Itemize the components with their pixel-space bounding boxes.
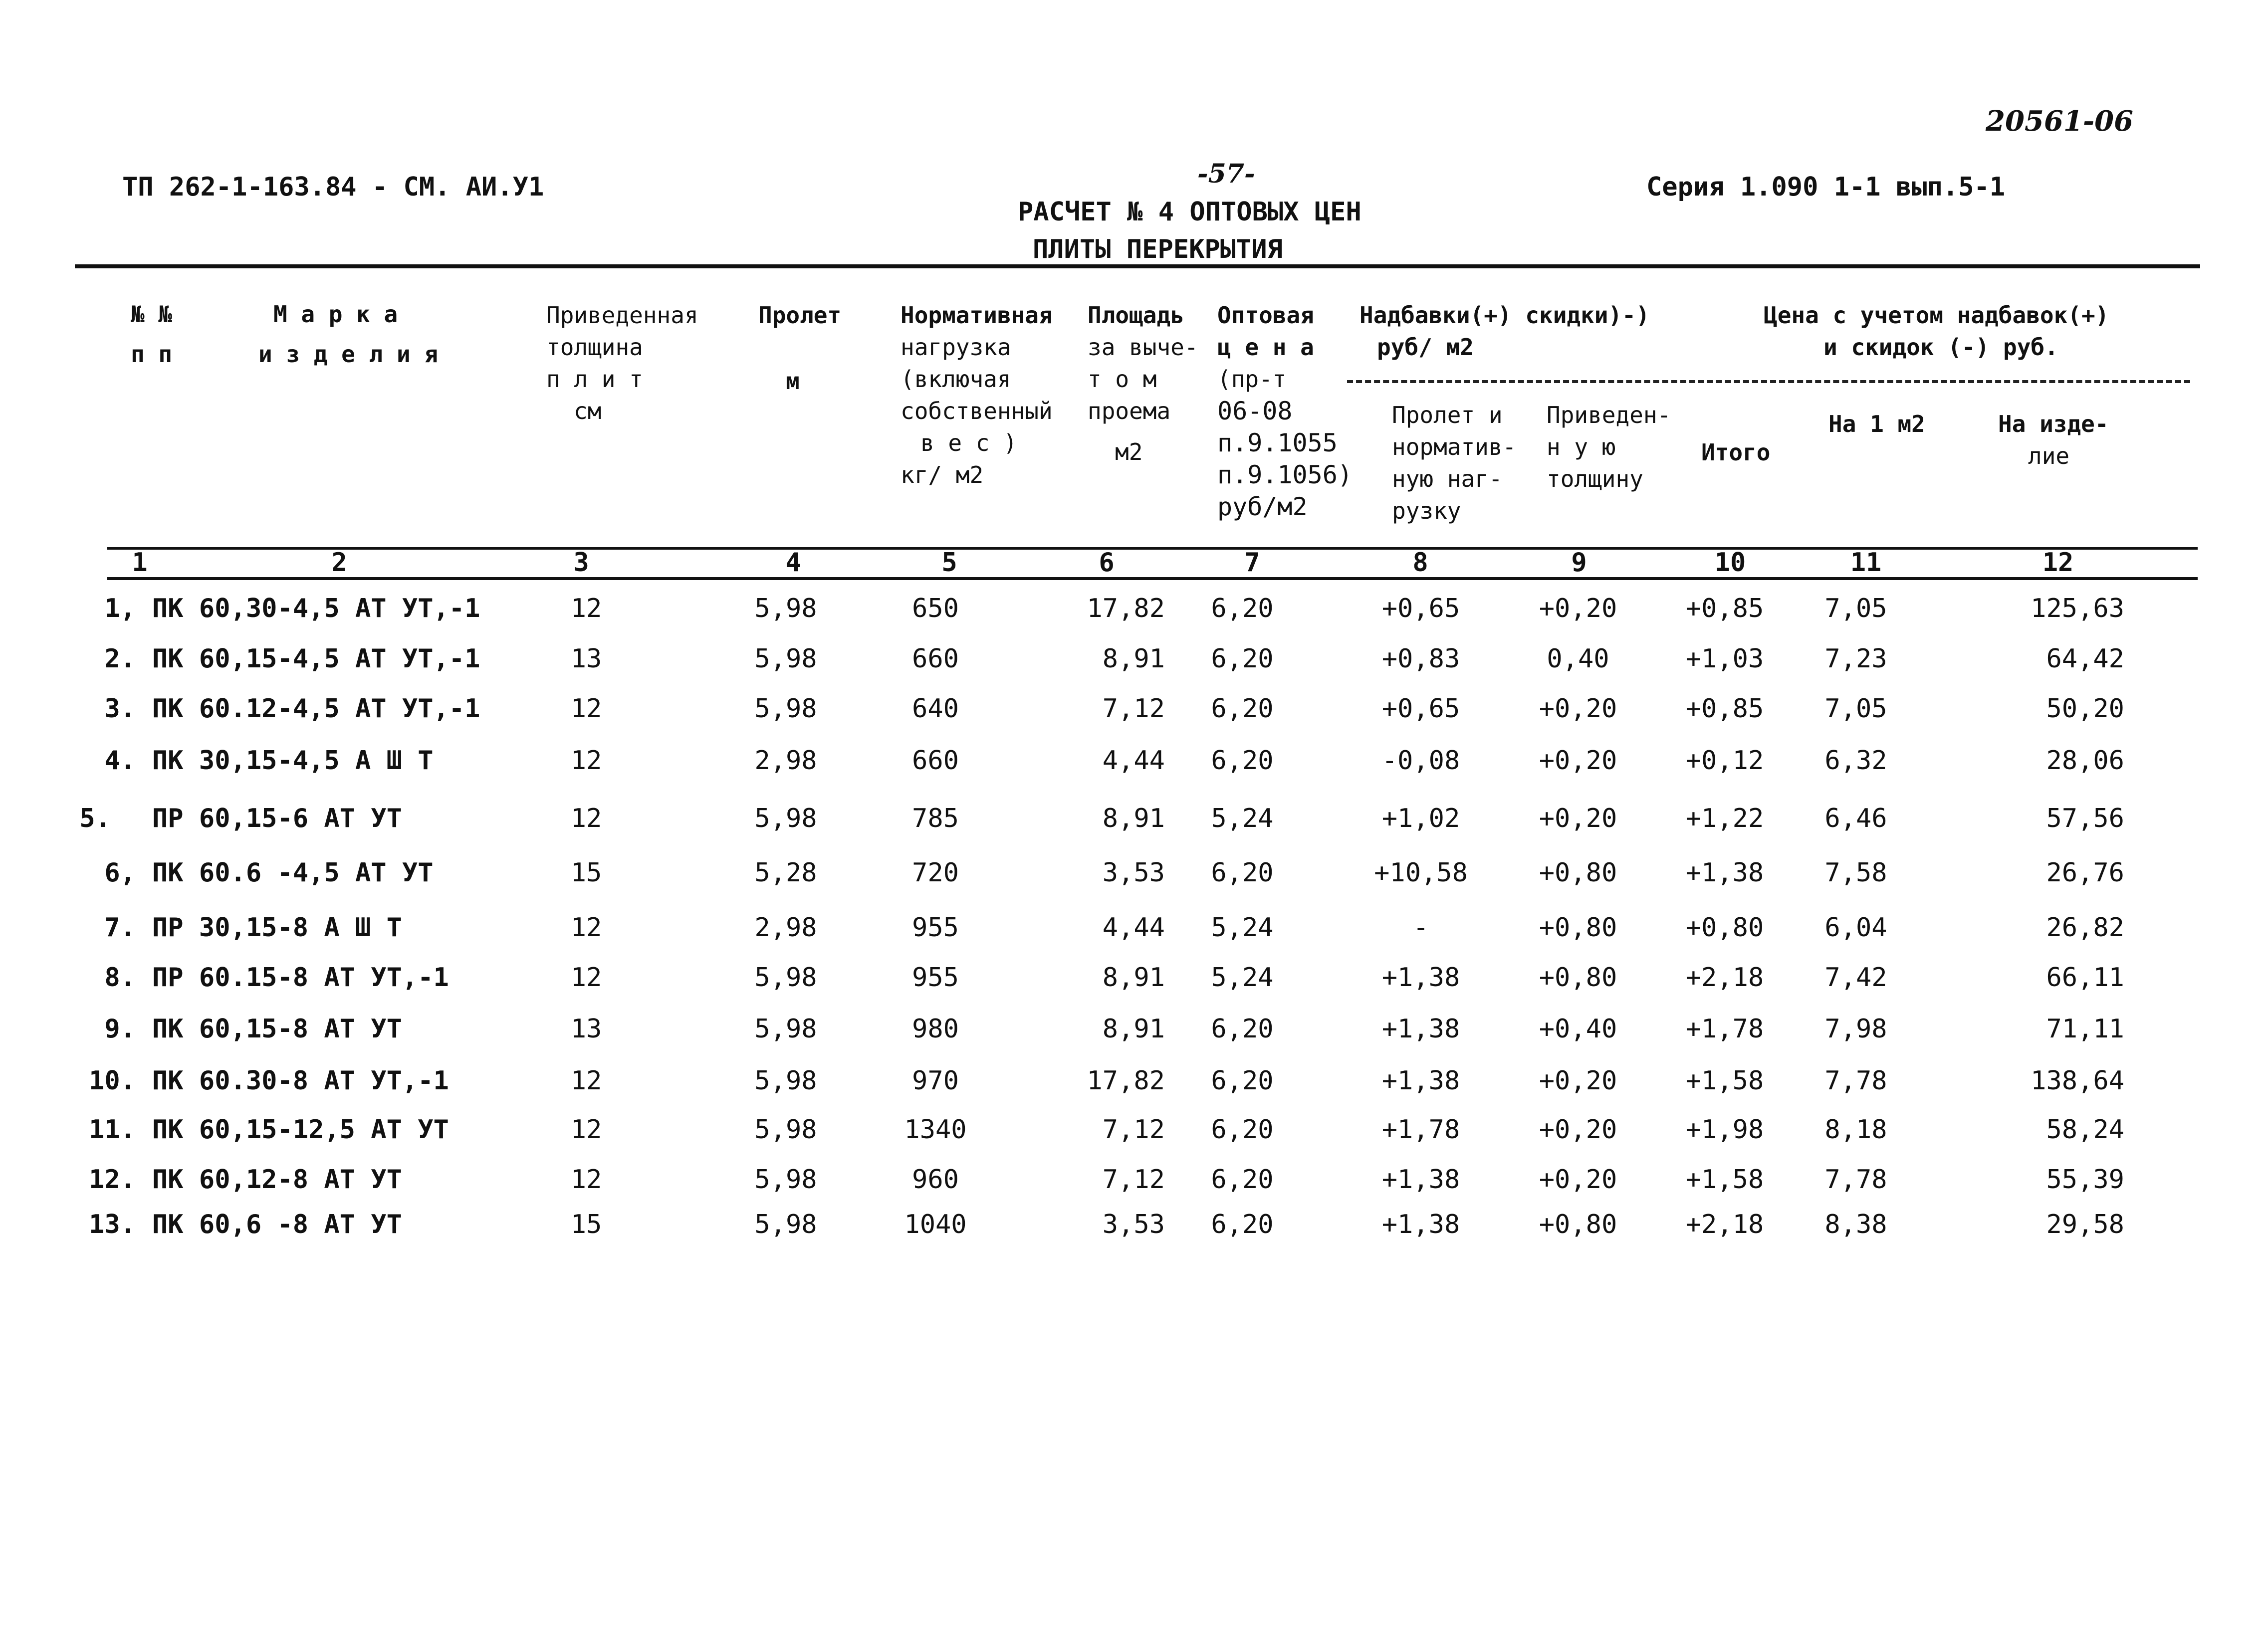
cell-p2: 26,76 [2046, 858, 2124, 888]
cell-p2: 29,58 [2046, 1210, 2124, 1239]
cell-s1: +0,65 [1381, 594, 1460, 623]
document-code: 20561-06 [1986, 105, 2133, 138]
cell-s2: +0,80 [1539, 913, 1617, 943]
cell-t: 12 [570, 913, 602, 943]
row-number: 2. [104, 644, 136, 674]
cell-s2: 0,40 [1547, 644, 1609, 674]
cell-total: +0,85 [1685, 594, 1764, 623]
cell-s1: +10,58 [1374, 858, 1468, 888]
cell-p1: 7,23 [1824, 644, 1887, 674]
row-number: 5. [79, 804, 111, 833]
cell-mark: ПР 30,15-8 А Ш Т [152, 913, 402, 943]
cell-s2: +0,20 [1539, 694, 1617, 724]
document-subtitle: ПЛИТЫ ПЕРЕКРЫТИЯ [1033, 234, 1283, 264]
cell-load: 970 [912, 1066, 959, 1096]
cell-area: 8,91 [1102, 1014, 1165, 1044]
cell-price: 5,24 [1211, 804, 1274, 833]
cell-load: 640 [912, 694, 959, 724]
cell-t: 12 [570, 746, 602, 776]
cell-load: 955 [912, 913, 959, 943]
cell-area: 8,91 [1102, 963, 1165, 993]
cell-s1: +1,38 [1381, 1210, 1460, 1239]
row-number: 6, [104, 858, 136, 888]
cell-t: 12 [570, 1115, 602, 1145]
document-title: РАСЧЕТ № 4 ОПТОВЫХ ЦЕН [1018, 197, 1361, 227]
cell-price: 6,20 [1211, 1210, 1274, 1239]
table-row [0, 1014, 2268, 1044]
cell-load: 650 [912, 594, 959, 623]
table-row [0, 594, 2268, 623]
table-row [0, 644, 2268, 674]
cell-mark: ПК 60.30-8 АТ УТ,-1 [152, 1066, 449, 1096]
table-row [0, 1210, 2268, 1239]
cell-area: 3,53 [1102, 858, 1165, 888]
cell-mark: ПК 60.12-4,5 АТ УТ,-1 [152, 694, 480, 724]
cell-area: 8,91 [1102, 644, 1165, 674]
column-number: 4 [785, 548, 801, 578]
cell-load: 660 [912, 644, 959, 674]
cell-s1: -0,08 [1381, 746, 1460, 776]
cell-total: +0,85 [1685, 694, 1764, 724]
cell-p2: 125,63 [2031, 594, 2124, 623]
table-row [0, 1066, 2268, 1096]
row-number: 12. [89, 1165, 136, 1195]
cell-s1: +1,38 [1381, 1014, 1460, 1044]
cell-price: 6,20 [1211, 644, 1274, 674]
cell-t: 12 [570, 963, 602, 993]
column-number: 3 [573, 548, 589, 578]
cell-mark: ПК 60,12-8 АТ УТ [152, 1165, 402, 1195]
col1-header: № № п п [131, 301, 173, 368]
cell-price: 6,20 [1211, 1066, 1274, 1096]
cell-s1: +1,02 [1381, 804, 1460, 833]
cell-load: 955 [912, 963, 959, 993]
col8-header: Пролет и норматив- ную наг- рузку [1392, 402, 1517, 524]
table-row [0, 804, 2268, 833]
col2-header: М а р к а и з д е л и я [258, 301, 439, 368]
cell-p1: 8,38 [1824, 1210, 1887, 1239]
cell-p1: 7,05 [1824, 594, 1887, 623]
col7-header: Оптовая ц е н а (пр-т 06-08 п.9.1055 п.9.1056) руб/м2 [1217, 302, 1353, 521]
cell-price: 6,20 [1211, 594, 1274, 623]
cell-s2: +0,20 [1539, 804, 1617, 833]
cell-s1: +1,38 [1381, 1165, 1460, 1195]
cell-s1: +0,83 [1381, 644, 1460, 674]
cell-p2: 66,11 [2046, 963, 2124, 993]
cell-span: 5,28 [754, 858, 817, 888]
cell-t: 15 [570, 1210, 602, 1239]
cell-load: 660 [912, 746, 959, 776]
cell-load: 1340 [904, 1115, 967, 1145]
cell-area: 8,91 [1102, 804, 1165, 833]
cell-s1: +0,65 [1381, 694, 1460, 724]
cell-total: +1,22 [1685, 804, 1764, 833]
column-number: 9 [1571, 548, 1587, 578]
table-row [0, 913, 2268, 943]
table-row [0, 963, 2268, 993]
cell-span: 2,98 [754, 913, 817, 943]
cell-area: 3,53 [1102, 1210, 1165, 1239]
cell-t: 13 [570, 1014, 602, 1044]
table-row [0, 1115, 2268, 1145]
cell-s2: +0,20 [1539, 1115, 1617, 1145]
cell-s2: +0,20 [1539, 594, 1617, 623]
cell-t: 15 [570, 858, 602, 888]
col3-header: Приведенная толщина п л и т см [546, 302, 698, 424]
cell-p1: 8,18 [1824, 1115, 1887, 1145]
cell-span: 5,98 [754, 1115, 817, 1145]
col5-header: Нормативная нагрузка (включая собственный в е с ) кг/ м2 [901, 302, 1053, 488]
row-number: 8. [104, 963, 136, 993]
price-group-header: Цена с учетом надбавок(+) и скидок (-) руб. [1764, 302, 2109, 361]
cell-s2: +0,20 [1539, 1165, 1617, 1195]
cell-s1: +1,38 [1381, 963, 1460, 993]
col10-header: Итого [1701, 439, 1771, 466]
row-number: 7. [104, 913, 136, 943]
col9-header: Приведен- н у ю толщину [1547, 402, 1671, 492]
cell-t: 12 [570, 1066, 602, 1096]
cell-span: 2,98 [754, 746, 817, 776]
cell-s1: +1,78 [1381, 1115, 1460, 1145]
cell-mark: ПК 60.6 -4,5 АТ УТ [152, 858, 434, 888]
cell-total: +1,58 [1685, 1165, 1764, 1195]
column-number: 7 [1244, 548, 1260, 578]
col6-header: Площадь за выче- т о м проема м2 [1088, 302, 1198, 465]
row-number: 1, [104, 594, 136, 623]
cell-p2: 58,24 [2046, 1115, 2124, 1145]
column-number: 12 [2042, 548, 2074, 578]
col12-header: На изде- лие [1998, 410, 2109, 469]
cell-p1: 7,98 [1824, 1014, 1887, 1044]
group-header-dashed-rule [1347, 380, 2190, 383]
table-row [0, 858, 2268, 888]
cell-p2: 50,20 [2046, 694, 2124, 724]
cell-mark: ПК 60,15-4,5 АТ УТ,-1 [152, 644, 480, 674]
col11-header: На 1 м2 [1828, 410, 1925, 437]
cell-p2: 55,39 [2046, 1165, 2124, 1195]
row-number: 4. [104, 746, 136, 776]
column-number: 1 [132, 548, 148, 578]
cell-p2: 71,11 [2046, 1014, 2124, 1044]
cell-p1: 7,42 [1824, 963, 1887, 993]
cell-price: 5,24 [1211, 913, 1274, 943]
cell-s1: - [1413, 913, 1429, 943]
cell-t: 12 [570, 804, 602, 833]
cell-t: 12 [570, 1165, 602, 1195]
row-number: 10. [89, 1066, 136, 1096]
row-number: 11. [89, 1115, 136, 1145]
cell-area: 4,44 [1102, 913, 1165, 943]
cell-p2: 28,06 [2046, 746, 2124, 776]
cell-area: 4,44 [1102, 746, 1165, 776]
cell-total: +0,80 [1685, 913, 1764, 943]
cell-mark: ПК 60,30-4,5 АТ УТ,-1 [152, 594, 480, 623]
cell-total: +2,18 [1685, 963, 1764, 993]
cell-price: 5,24 [1211, 963, 1274, 993]
cell-total: +0,12 [1685, 746, 1764, 776]
cell-mark: ПК 60,15-8 АТ УТ [152, 1014, 402, 1044]
cell-mark: ПК 30,15-4,5 А Ш Т [152, 746, 434, 776]
column-number: 10 [1714, 548, 1746, 578]
cell-mark: ПР 60,15-6 АТ УТ [152, 804, 402, 833]
cell-t: 13 [570, 644, 602, 674]
column-number: 6 [1099, 548, 1115, 578]
cell-load: 1040 [904, 1210, 967, 1239]
cell-s2: +0,80 [1539, 963, 1617, 993]
row-number: 3. [104, 694, 136, 724]
cell-span: 5,98 [754, 963, 817, 993]
cell-price: 6,20 [1211, 1165, 1274, 1195]
col4-header: Пролет м [758, 302, 842, 395]
cell-area: 7,12 [1102, 1165, 1165, 1195]
cell-price: 6,20 [1211, 858, 1274, 888]
cell-area: 7,12 [1102, 1115, 1165, 1145]
cell-span: 5,98 [754, 694, 817, 724]
column-numbers-row [0, 548, 2268, 578]
cell-s2: +0,20 [1539, 1066, 1617, 1096]
cell-p1: 6,32 [1824, 746, 1887, 776]
cell-total: +2,18 [1685, 1210, 1764, 1239]
cell-s1: +1,38 [1381, 1066, 1460, 1096]
cell-mark: ПР 60.15-8 АТ УТ,-1 [152, 963, 449, 993]
cell-price: 6,20 [1211, 1014, 1274, 1044]
cell-span: 5,98 [754, 594, 817, 623]
cell-span: 5,98 [754, 804, 817, 833]
cell-load: 960 [912, 1165, 959, 1195]
cell-area: 17,82 [1087, 1066, 1165, 1096]
cell-p1: 7,05 [1824, 694, 1887, 724]
cell-total: +1,58 [1685, 1066, 1764, 1096]
cell-s2: +0,80 [1539, 1210, 1617, 1239]
cell-span: 5,98 [754, 1165, 817, 1195]
row-number: 9. [104, 1014, 136, 1044]
cell-p2: 57,56 [2046, 804, 2124, 833]
header-left-code: ТП 262-1-163.84 - СМ. АИ.У1 [122, 172, 544, 202]
cell-total: +1,98 [1685, 1115, 1764, 1145]
table-row [0, 1165, 2268, 1195]
cell-p2: 64,42 [2046, 644, 2124, 674]
cell-p1: 6,46 [1824, 804, 1887, 833]
cell-p1: 7,78 [1824, 1066, 1887, 1096]
top-rule [75, 264, 2200, 268]
cell-p1: 7,78 [1824, 1165, 1887, 1195]
cell-span: 5,98 [754, 644, 817, 674]
cell-total: +1,78 [1685, 1014, 1764, 1044]
cell-p1: 7,58 [1824, 858, 1887, 888]
table-row [0, 694, 2268, 724]
cell-t: 12 [570, 694, 602, 724]
cell-load: 720 [912, 858, 959, 888]
cell-area: 7,12 [1102, 694, 1165, 724]
cell-t: 12 [570, 594, 602, 623]
column-number: 2 [331, 548, 347, 578]
cell-price: 6,20 [1211, 694, 1274, 724]
cell-load: 980 [912, 1014, 959, 1044]
cell-s2: +0,20 [1539, 746, 1617, 776]
column-number: 11 [1850, 548, 1882, 578]
surcharge-group-header: Надбавки(+) скидки)-) руб/ м2 [1360, 302, 1650, 361]
cell-span: 5,98 [754, 1014, 817, 1044]
cell-area: 17,82 [1087, 594, 1165, 623]
cell-mark: ПК 60,6 -8 АТ УТ [152, 1210, 402, 1239]
header-series: Серия 1.090 1-1 [1646, 172, 1881, 202]
cell-span: 5,98 [754, 1066, 817, 1096]
table-row [0, 746, 2268, 776]
cell-mark: ПК 60,15-12,5 АТ УТ [152, 1115, 449, 1145]
cell-total: +1,03 [1685, 644, 1764, 674]
cell-p2: 138,64 [2031, 1066, 2124, 1096]
cell-s2: +0,40 [1539, 1014, 1617, 1044]
page-number: -57- [1197, 159, 1255, 189]
column-number: 5 [941, 548, 957, 578]
cell-load: 785 [912, 804, 959, 833]
cell-total: +1,38 [1685, 858, 1764, 888]
cell-price: 6,20 [1211, 1115, 1274, 1145]
column-number: 8 [1412, 548, 1428, 578]
cell-span: 5,98 [754, 1210, 817, 1239]
cell-p2: 26,82 [2046, 913, 2124, 943]
cell-s2: +0,80 [1539, 858, 1617, 888]
cell-p1: 6,04 [1824, 913, 1887, 943]
header-issue: вып.5-1 [1896, 172, 2006, 202]
cell-price: 6,20 [1211, 746, 1274, 776]
row-number: 13. [89, 1210, 136, 1239]
